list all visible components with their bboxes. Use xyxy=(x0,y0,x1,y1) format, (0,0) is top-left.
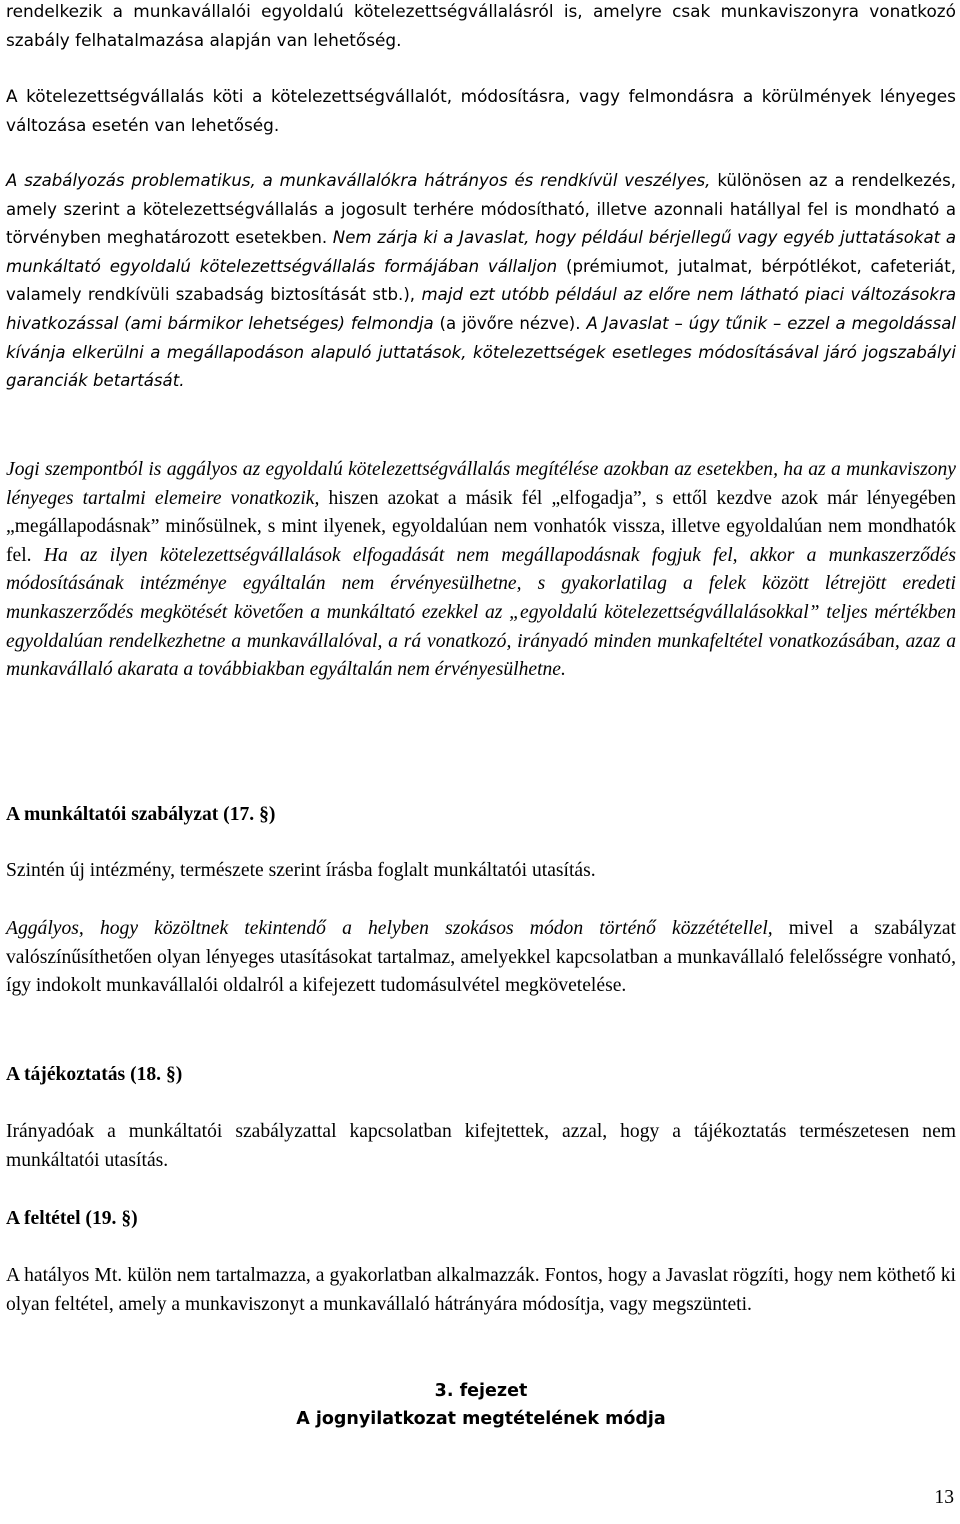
p3-italic-7: A Javaslat – úgy tűnik – ezzel a megoldással kívánja elkerülni a megállapodáson alapuló juttatások, kötelezettségek esetleges módosításával járó jogszabályi garanciák betartását. xyxy=(6,313,957,391)
paragraph-4 xyxy=(6,456,956,685)
paragraph-6 xyxy=(6,915,956,1001)
p4-italic-1: Jogi szempontból is aggályos az egyoldalú kötelezettségvállalás megítélése azokban az esetekben, ha az a munkaviszony lényeges tartalmi elemeire vonatkozik, xyxy=(6,459,956,509)
p6-italic-1: Aggályos, hogy közöltnek tekintendő a helyben szokásos módon történő közzététellel, xyxy=(6,918,773,939)
p3-text-2: különösen az a rendelkezés, amely szerint a kötelezettségvállalás a jogosult terhére módosítható, illetve azonnali hatállyal fel is mondható a törvényben meghatározott esetekben. xyxy=(6,171,956,248)
paragraph-2: A kötelezettségvállalás köti a kötelezettségvállalót, módosításra, vagy felmondásra a körülmények lényeges változása esetén van lehetőség. xyxy=(6,86,956,135)
chapter-number: 3. fejezet xyxy=(434,1381,528,1401)
paragraph-1: rendelkezik a munkavállalói egyoldalú kötelezettségvállalásról is, amelyre csak munkaviszonyra vonatkozó szabály felhatalmazása alapján van lehetőség. xyxy=(6,1,956,50)
p3-italic-5: majd ezt utóbb például az előre nem látható piaci változásokra hivatkozással (ami bármikor lehetséges) felmondja xyxy=(6,285,956,333)
p6-text-2: mivel a szabályzat valószínűsíthetően olyan lényeges utasításokat tartalmaz, amelyekkel kapcsolatban a munkavállaló felelősségre vonható, így indokolt munkavállalói oldalról a kifejezett tudomásulvétel megkövetelése. xyxy=(6,918,956,997)
heading-feltetel: A feltétel (19. §) xyxy=(6,1208,138,1229)
p3-text-6: (a jövőre nézve). xyxy=(433,313,587,333)
page-number: 13 xyxy=(934,1487,954,1508)
paragraph-5: Szintén új intézmény, természete szerint írásba foglalt munkáltatói utasítás. xyxy=(6,860,596,881)
heading-tajekoztatas: A tájékoztatás (18. §) xyxy=(6,1064,183,1085)
p3-text-4: (prémiumot, jutalmat, bérpótlékot, cafeteriát, valamely rendkívüli szabadság biztosítását stb.), xyxy=(6,256,956,305)
paragraph-7: Irányadóak a munkáltatói szabályzattal kapcsolatban kifejtettek, azzal, hogy a tájékoztatás természetesen nem munkáltatói utasítás. xyxy=(6,1121,956,1171)
p3-italic-3: Nem zárja ki a Javaslat, hogy például bérjellegű vagy egyéb juttatásokat a munkáltató egyoldalú kötelezettségvállalás formájában vállaljon xyxy=(6,228,956,276)
p4-text-2: hiszen azokat a másik fél „elfogadja”, s ettől kezdve azok már lényegében „megállapodásnak” minősülnek, s mint ilyenek, egyoldalúan nem vonhatók vissza, illetve egyoldalúan nem mondhatók fel. xyxy=(6,487,956,566)
heading-munkaltatoi-szabalyzat: A munkáltatói szabályzat (17. §) xyxy=(6,804,276,825)
paragraph-3 xyxy=(6,167,956,396)
chapter-title: A jognyilatkozat megtételének módja xyxy=(296,1409,666,1429)
p3-italic-1: A szabályozás problematikus, a munkavállalókra hátrányos és rendkívül veszélyes, xyxy=(6,171,711,190)
paragraph-8: A hatályos Mt. külön nem tartalmazza, a gyakorlatban alkalmazzák. Fontos, hogy a Javaslat rögzíti, hogy nem köthető ki olyan feltétel, amely a munkaviszonyt a munkavállaló hátrányára módosítja, vagy megszünteti. xyxy=(6,1265,956,1315)
p4-italic-3: Ha az ilyen kötelezettségvállalások elfogadását nem megállapodásnak fogjuk fel, akkor a munkaszerződés módosításának intézménye egyáltalán nem érvényesülhetne, s gyakorlatilag a felek között létrejött eredeti munkaszerződés megkötését követően a munkáltató ezekkel az „egyoldalú kötelezettségvállalásokkal” teljes mértékben egyoldalúan rendelkezhetne a munkavállalóval, a rá vonatkozó, irányadó minden munkafeltétel vonatkozásában, azaz a munkavállaló akarata a továbbiakban egyáltalán nem érvényesülhetne. xyxy=(6,544,956,681)
